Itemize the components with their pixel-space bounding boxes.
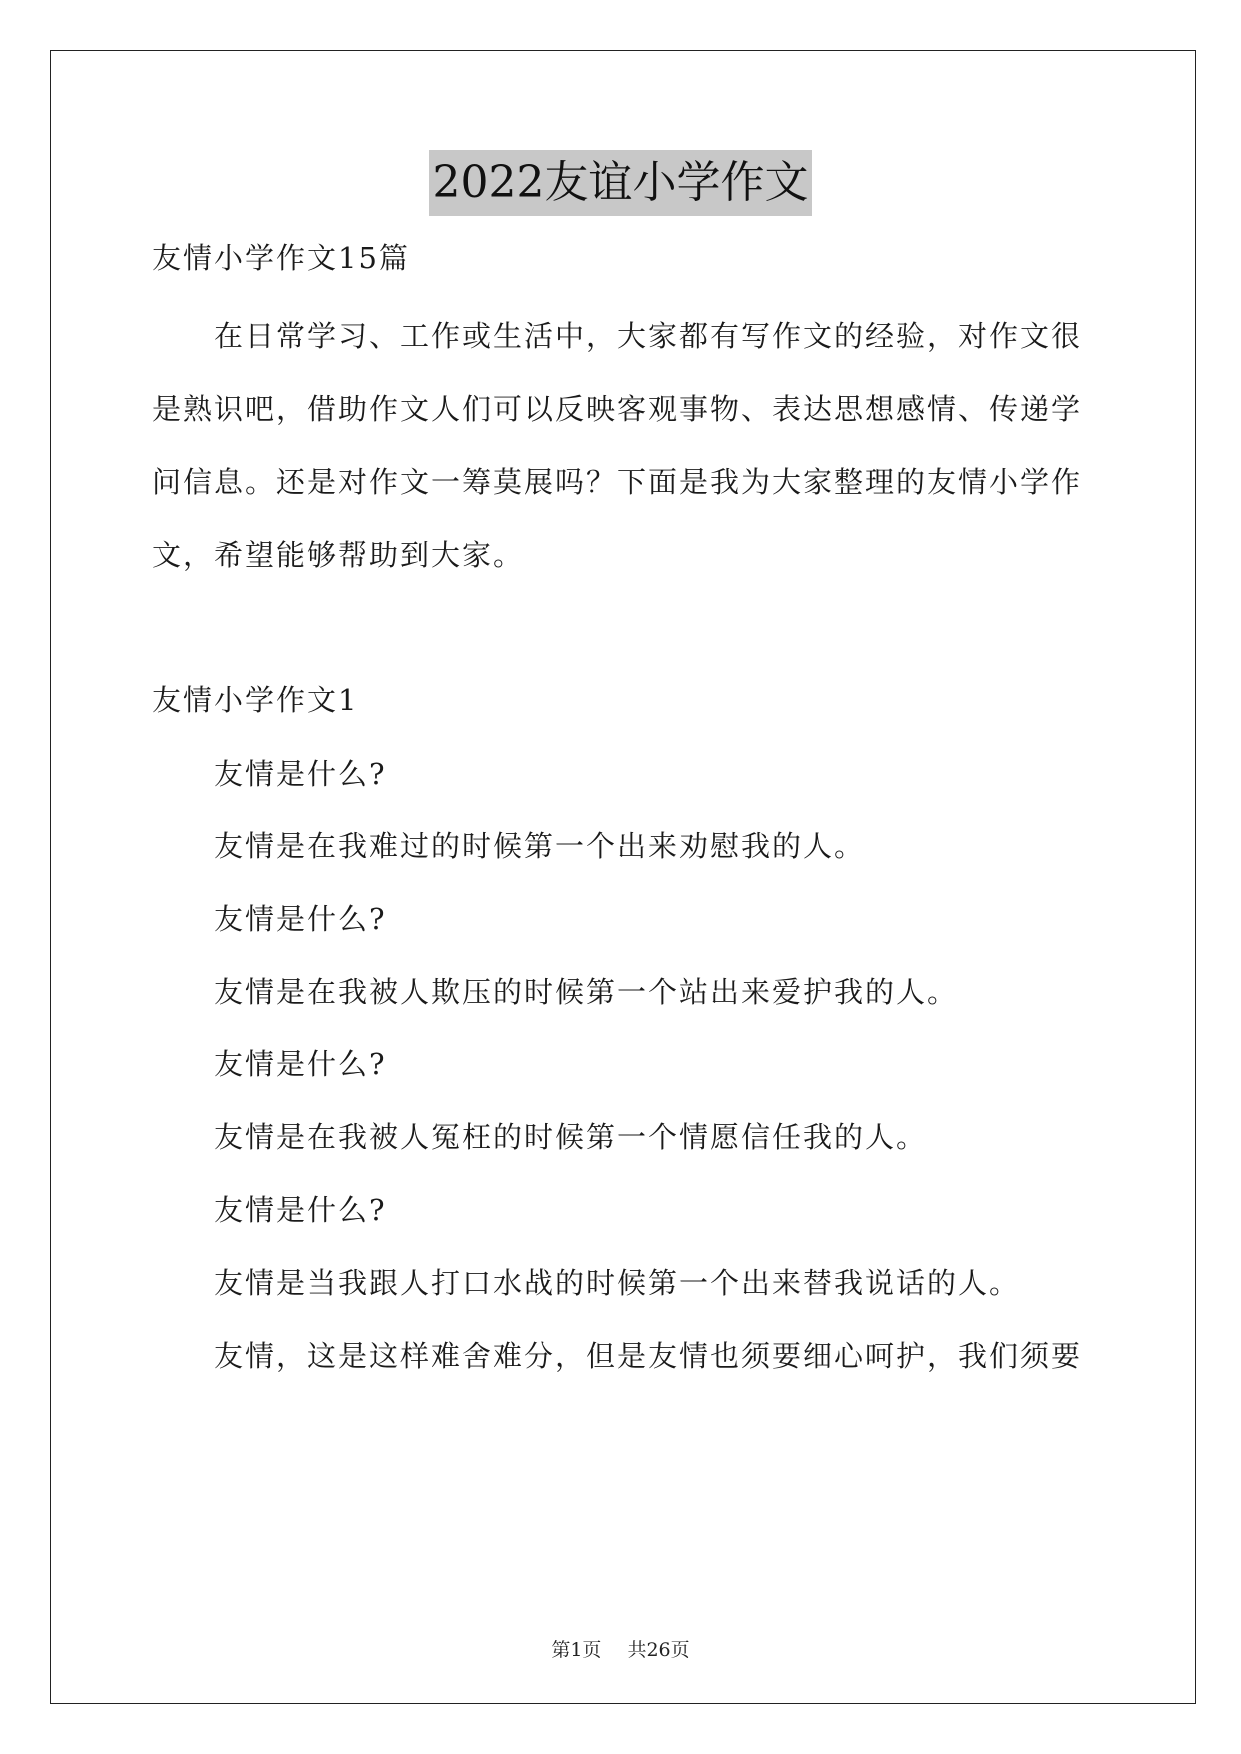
body-line: 友情是当我跟人打口水战的时候第一个出来替我说话的人。 [214,1266,1021,1300]
page-footer [0,1635,1241,1662]
title-wrapper [0,150,1241,216]
body-line: 友情是在我被人欺压的时候第一个站出来爱护我的人。 [214,975,959,1009]
intro-line: 问信息。还是对作文一筹莫展吗？下面是我为大家整理的友情小学作 [152,465,1083,499]
section-heading: 友情小学作文1 [152,683,359,717]
page-border [50,50,1196,1704]
page-total: 共26页 [627,1639,690,1661]
body-line: 友情是什么? [214,757,387,791]
body-line: 友情是什么? [214,1193,387,1227]
intro-line: 文，希望能够帮助到大家。 [152,538,525,572]
body-line: 友情是在我被人冤枉的时候第一个情愿信任我的人。 [214,1120,928,1154]
intro-line: 在日常学习、工作或生活中，大家都有写作文的经验，对作文很 [214,319,1083,353]
body-line: 友情是什么? [214,1047,387,1081]
intro-line: 是熟识吧，借助作文人们可以反映客观事物、表达思想感情、传递学 [152,392,1083,426]
body-line: 友情，这是这样难舍难分，但是友情也须要细心呵护，我们须要 [214,1339,1083,1373]
page-number: 第1页 [551,1639,602,1661]
document-title: 2022友谊小学作文 [429,150,813,216]
body-line: 友情是在我难过的时候第一个出来劝慰我的人。 [214,829,866,863]
body-line: 友情是什么? [214,902,387,936]
subtitle: 友情小学作文15篇 [152,241,410,275]
